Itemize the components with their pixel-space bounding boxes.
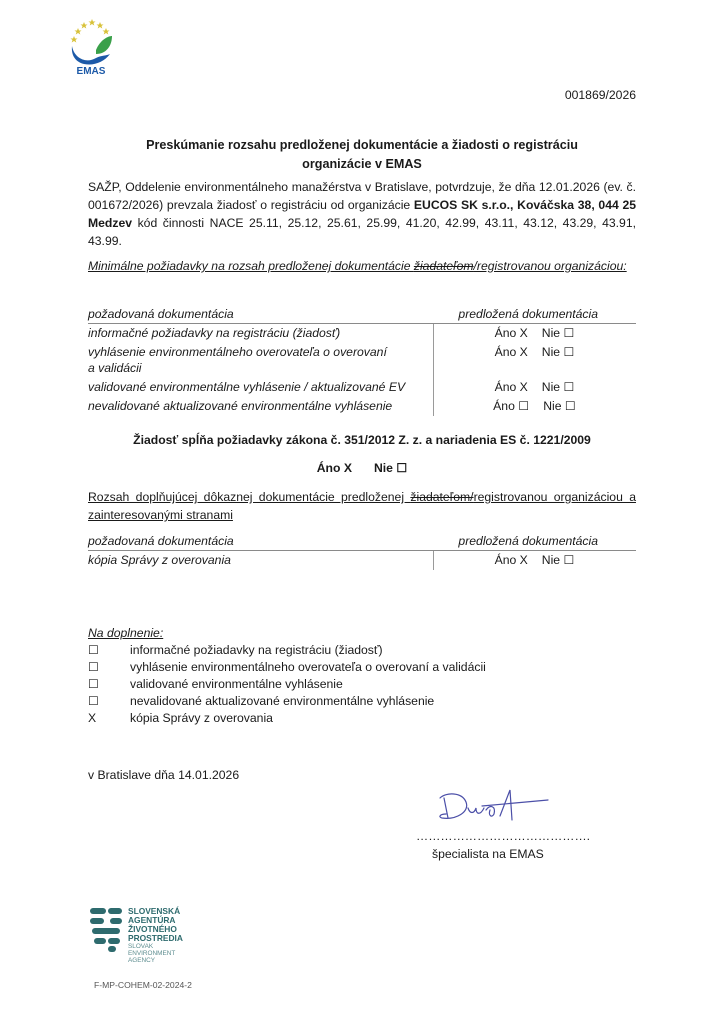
required-doc: nevalidované aktualizované environmentálne vyhlásenie [88,399,393,413]
signature-icon [432,786,552,830]
table-header [88,533,636,551]
x-mark-icon: X [88,711,97,725]
section1-heading-text: Minimálne požiadavky na rozsah predloženej dokumentácie [88,259,414,273]
checkbox-empty-icon: ☐ [563,380,575,394]
svg-text:ŽIVOTNÉHO: ŽIVOTNÉHO [128,924,177,934]
section2-heading [88,488,636,524]
answer [433,344,636,376]
required-doc: informačné požiadavky na registráciu (žiadosť) [88,326,341,340]
list-item-text: validované environmentálne vyhlásenie [130,677,343,691]
checkbox-empty-icon: ☐ [88,694,99,708]
answer [433,552,636,568]
no-option: Nie ☐ [541,380,575,394]
organization-name: EUCOS SK s.r.o., Kováčska 38, 044 25 Medzev [88,198,637,230]
checkbox-empty-icon: ☐ [88,643,99,657]
table-row [88,397,636,416]
col-submitted: predložená dokumentácia [458,534,598,548]
table-row [88,343,636,378]
document-title [88,136,636,174]
yes-option: Áno X [494,326,528,340]
yes-mark: X [519,553,528,567]
checkbox-empty-icon: ☐ [563,326,575,340]
yes-option: Áno X [494,380,528,394]
checkbox-empty-icon: ☐ [518,399,530,413]
svg-text:PROSTREDIA: PROSTREDIA [128,933,183,943]
place-and-date: v Bratislave dňa 14.01.2026 [88,768,240,782]
table-row [88,324,636,343]
section1-heading-struck: žiadateľom [413,259,474,273]
checkbox-empty-icon: ☐ [563,553,575,567]
intro-paragraph [88,178,636,250]
intro-text-1: SAŽP, Oddelenie environmentálneho manažérstva v Bratislave, potvrdzuje, že dňa 12.01.2026 (ev. č. 001672/2026) prevzala žiadosť o registráciu od organizácie [88,180,636,212]
section2-heading-text: Rozsah doplňujúcej dôkaznej dokumentácie predloženej [88,490,411,504]
emas-logo-icon [66,14,116,76]
table-body [88,324,636,416]
section1-heading [88,257,636,275]
yes-mark: X [343,461,352,475]
yes-option: Áno ☐ [493,399,530,413]
compliance-answer [88,461,636,475]
no-option: Nie ☐ [541,345,575,359]
yes-mark: X [519,345,528,359]
section1-heading-tail: /registrovanou organizáciou: [473,259,627,273]
yes-mark: X [519,326,528,340]
emas-logo [66,14,116,76]
svg-text:AGENTÚRA: AGENTÚRA [128,915,176,925]
list-item [88,710,588,727]
answer [433,379,636,395]
col-required: požadovaná dokumentácia [88,307,234,321]
form-code: F-MP-COHEM-02-2024-2 [94,980,192,990]
list-item [88,659,588,676]
svg-text:SLOVENSKÁ: SLOVENSKÁ [128,906,181,916]
checkbox-empty-icon: ☐ [564,399,576,413]
required-doc: validované environmentálne vyhlásenie / aktualizované EV [88,380,406,394]
no-option: Nie ☐ [541,326,575,340]
checkbox-empty-icon: ☐ [396,461,408,475]
signature-line: ……………………………………. [416,829,591,843]
no-option: Nie ☐ [541,553,575,567]
intro-text-2: kód činnosti NACE 25.11, 25.12, 25.61, 25.99, 41.20, 42.99, 43.11, 43.12, 43.29, 43.91, 43.99. [88,216,636,248]
section2-heading-struck: žiadateľom/ [410,490,474,504]
section1-table [88,306,636,416]
section2-table [88,533,636,570]
list-item-text: nevalidované aktualizované environmentálne vyhlásenie [130,694,435,708]
compliance-statement: Žiadosť spĺňa požiadavky zákona č. 351/2012 Z. z. a nariadenia ES č. 1221/2009 [133,433,591,447]
list-item [88,676,588,693]
list-item-text: informačné požiadavky na registráciu (žiadosť) [130,643,383,657]
sazp-logo [88,902,218,962]
answer [433,398,636,414]
column-divider [433,551,434,570]
svg-text:ENVIRONMENT: ENVIRONMENT [128,950,176,957]
list-item-text: vyhlásenie environmentálneho overovateľa o overovaní a validácii [130,660,486,674]
svg-text:SLOVAK: SLOVAK [128,943,154,950]
supplement-title: Na doplnenie: [88,626,164,640]
section2-heading-tail: registrovanou organizáciou a zainteresovanými stranami [88,490,636,522]
column-divider [433,324,434,416]
yes-option: Áno X [494,553,528,567]
checkbox-empty-icon: ☐ [88,677,99,691]
svg-text:EMAS: EMAS [76,66,106,76]
supplement-list [88,625,588,727]
table-header [88,306,636,324]
required-doc: vyhlásenie environmentálneho overovateľa o overovaní a validácii [88,345,387,375]
col-submitted: predložená dokumentácia [458,307,598,321]
required-doc: kópia Správy z overovania [88,553,231,567]
table-body [88,551,636,570]
checkbox-empty-icon: ☐ [563,345,575,359]
yes-option: Áno X [494,345,528,359]
signature [432,786,552,830]
list-item-text: kópia Správy z overovania [130,711,273,725]
svg-text:AGENCY: AGENCY [128,957,155,962]
checkbox-empty-icon: ☐ [88,660,99,674]
title-line-2: organizácie v EMAS [302,157,422,171]
reference-number: 001869/2026 [564,88,636,102]
signer-role: špecialista na EMAS [432,847,544,861]
list-item [88,693,588,710]
title-line-1: Preskúmanie rozsahu predloženej dokumentácie a žiadosti o registráciu [146,138,578,152]
yes-mark: X [519,380,528,394]
table-row [88,378,636,397]
col-required: požadovaná dokumentácia [88,534,234,548]
sazp-logo-icon [88,902,218,962]
table-row [88,551,636,570]
answer [433,325,636,341]
no-option: Nie ☐ [373,461,408,475]
yes-option: Áno X [316,461,352,475]
no-option: Nie ☐ [543,399,576,413]
list-item [88,642,588,659]
